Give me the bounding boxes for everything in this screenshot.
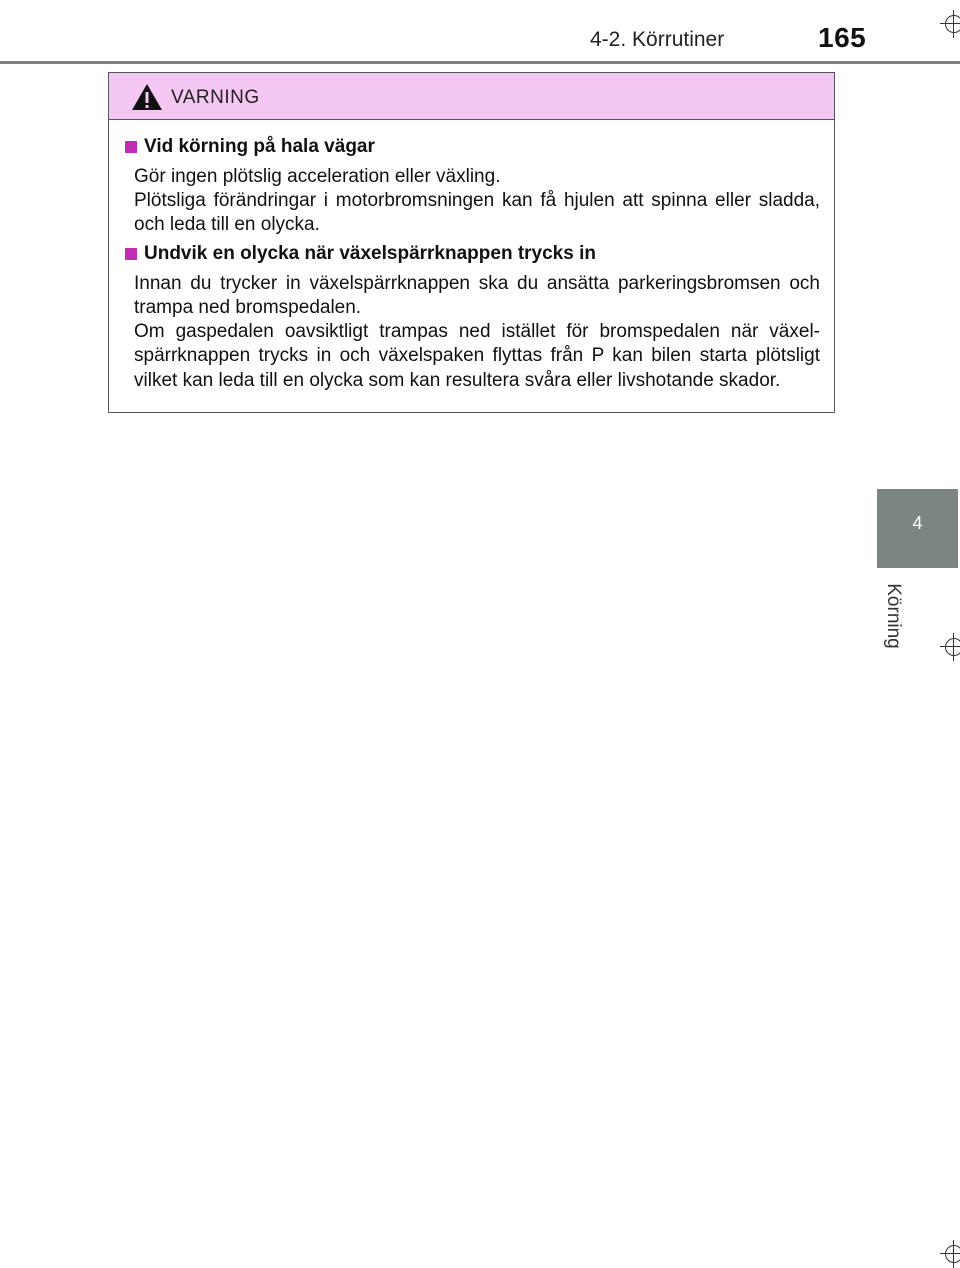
chapter-label: Körning bbox=[883, 583, 904, 649]
page-number: 165 bbox=[818, 22, 867, 53]
warning-item-paragraph: Om gaspedalen oavsiktligt trampas ned istället för bromspedalen när växel-spärrknappen trycks in och växelspaken flyttas från P kan bilen starta plötsligt vilket kan leda till en olycka som kan resultera svåra eller livshotande skador. bbox=[134, 321, 820, 391]
crop-mark-icon bbox=[940, 10, 960, 38]
warning-header bbox=[109, 73, 834, 120]
header-divider bbox=[0, 61, 960, 64]
square-bullet-icon bbox=[125, 248, 137, 260]
warning-item-heading-text: Undvik en olycka när växelspärrknappen trycks in bbox=[144, 243, 596, 264]
crop-mark-icon bbox=[940, 633, 960, 661]
warning-title: VARNING bbox=[171, 87, 260, 108]
warning-item-heading-text: Vid körning på hala vägar bbox=[144, 136, 375, 157]
warning-item-heading bbox=[125, 136, 375, 158]
section-title: 4-2. Körrutiner bbox=[590, 28, 725, 51]
chapter-tab bbox=[877, 489, 958, 568]
warning-item-paragraph: Innan du trycker in växelspärrknappen ska du ansätta parkeringsbromsen och trampa ned bromspedalen. bbox=[134, 273, 820, 319]
warning-item-paragraph: Gör ingen plötslig acceleration eller växling. bbox=[134, 166, 501, 187]
warning-item-paragraph: Plötsliga förändringar i motorbromsningen kan få hjulen att spinna eller sladda, och leda till en olycka. bbox=[134, 190, 820, 236]
warning-box bbox=[108, 72, 835, 413]
chapter-label-container bbox=[878, 578, 908, 658]
crop-mark-icon bbox=[940, 1240, 960, 1268]
square-bullet-icon bbox=[125, 141, 137, 153]
warning-triangle-icon bbox=[131, 83, 163, 111]
chapter-number: 4 bbox=[912, 513, 923, 533]
warning-item-heading bbox=[125, 243, 596, 265]
